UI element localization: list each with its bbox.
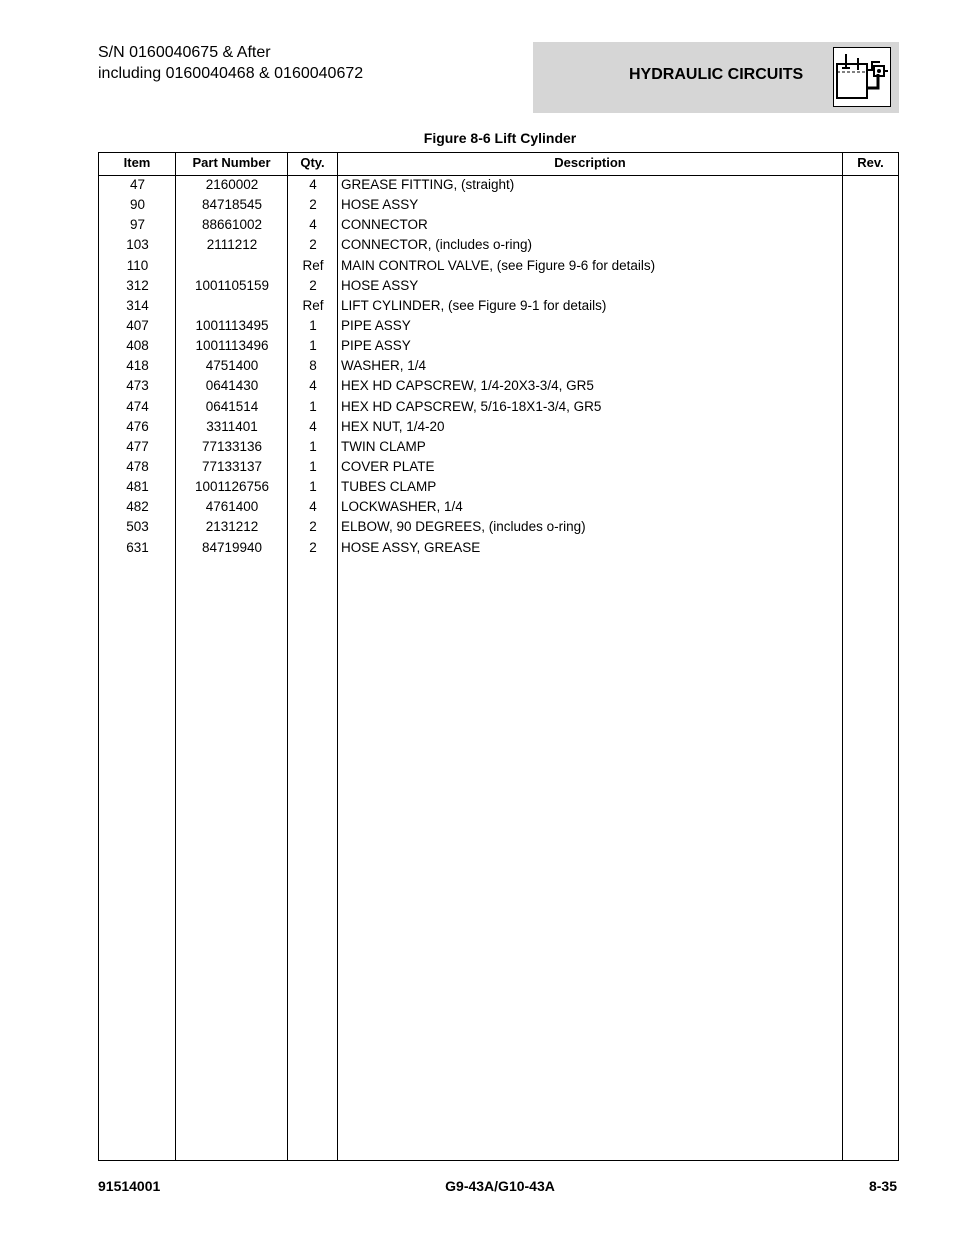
table-row (99, 278, 898, 298)
description-cell: WASHER, 1/4 (341, 358, 427, 374)
table-row (99, 439, 898, 459)
part-number-cell: 0641430 (205, 378, 259, 394)
part-number-cell: 1001126756 (194, 479, 270, 495)
description-cell: HOSE ASSY (341, 277, 419, 293)
document-number: 91514001 (98, 1178, 161, 1194)
qty-cell: 2 (309, 519, 317, 535)
qty-cell: 8 (309, 358, 317, 374)
item-cell: 110 (126, 257, 149, 273)
serial-line-1: S/N 0160040675 & After (98, 44, 271, 61)
qty-cell: 1 (309, 317, 317, 333)
table-row (99, 540, 898, 560)
serial-line-2: including 0160040468 & 0160040672 (98, 65, 364, 82)
description-cell: HOSE ASSY, GREASE (341, 539, 481, 555)
qty-cell: 1 (309, 479, 317, 495)
item-cell: 482 (126, 499, 149, 515)
table-body (99, 177, 898, 560)
item-cell: 481 (126, 479, 149, 495)
table-row (99, 459, 898, 479)
table-row (99, 399, 898, 419)
serial-number-range (98, 42, 363, 84)
table-row (99, 318, 898, 338)
qty-cell: 1 (309, 338, 317, 354)
description-cell: GREASE FITTING, (straight) (341, 177, 515, 192)
qty-cell: 4 (309, 217, 317, 233)
item-cell: 314 (126, 297, 149, 313)
description-cell: HEX NUT, 1/4-20 (341, 418, 445, 434)
part-number-cell: 77133136 (201, 438, 263, 454)
item-cell: 477 (126, 438, 149, 454)
column-header-part-number: Part Number (192, 155, 271, 170)
qty-cell: 1 (309, 398, 317, 414)
item-cell: 631 (126, 539, 149, 555)
part-number-cell: 1001113496 (195, 338, 269, 354)
item-cell: 103 (126, 237, 149, 253)
part-number-cell: 1001105159 (194, 277, 270, 293)
part-number-cell: 1001113495 (195, 317, 269, 333)
table-row (99, 217, 898, 237)
table-row (99, 479, 898, 499)
qty-cell: 4 (309, 378, 317, 394)
description-cell: LOCKWASHER, 1/4 (341, 499, 463, 515)
qty-cell: 1 (309, 438, 317, 454)
table-row (99, 197, 898, 217)
figure-title: Figure 8-6 Lift Cylinder (423, 130, 577, 146)
model-number: G9-43A/G10-43A (445, 1178, 555, 1194)
table-row (99, 419, 898, 439)
table-row (99, 338, 898, 358)
table-row (99, 519, 898, 539)
item-cell: 418 (126, 358, 149, 374)
item-cell: 97 (129, 217, 146, 233)
section-header (533, 42, 899, 113)
part-number-cell: 0641514 (205, 398, 259, 414)
column-header-description: Description (554, 155, 626, 170)
table-row (99, 177, 898, 197)
description-cell: ELBOW, 90 DEGREES, (includes o-ring) (341, 519, 586, 535)
page-number: 8-35 (868, 1178, 897, 1194)
qty-cell: 2 (309, 277, 317, 293)
description-cell: CONNECTOR, (includes o-ring) (341, 237, 533, 253)
part-number-cell: 84718545 (201, 197, 263, 213)
qty-cell: Ref (302, 297, 324, 313)
description-cell: MAIN CONTROL VALVE, (see Figure 9-6 for details) (341, 257, 656, 273)
description-cell: HEX HD CAPSCREW, 5/16-18X1-3/4, GR5 (341, 398, 602, 414)
description-cell: COVER PLATE (341, 458, 435, 474)
item-cell: 408 (126, 338, 149, 354)
hydraulic-circuit-icon (833, 47, 891, 107)
part-number-cell: 2111212 (206, 237, 258, 253)
item-cell: 503 (126, 519, 149, 535)
item-cell: 476 (126, 418, 149, 434)
description-cell: HOSE ASSY (341, 197, 419, 213)
header-divider (99, 175, 898, 176)
part-number-cell: 3311401 (206, 418, 258, 434)
table-row (99, 499, 898, 519)
qty-cell: 4 (309, 418, 317, 434)
qty-cell: 2 (309, 197, 317, 213)
item-cell: 474 (126, 398, 149, 414)
table-row (99, 237, 898, 257)
part-number-cell: 2131212 (205, 519, 259, 535)
item-cell: 312 (126, 277, 149, 293)
qty-cell: 4 (309, 177, 317, 192)
part-number-cell: 4761400 (205, 499, 259, 515)
table-row (99, 378, 898, 398)
qty-cell: 2 (309, 237, 317, 253)
qty-cell: 4 (309, 499, 317, 515)
item-cell: 478 (126, 458, 149, 474)
description-cell: CONNECTOR (341, 217, 428, 233)
column-header-rev: Rev. (857, 155, 884, 170)
column-header-item: Item (123, 155, 151, 170)
item-cell: 90 (129, 197, 146, 213)
qty-cell: 1 (309, 458, 317, 474)
description-cell: TUBES CLAMP (341, 479, 437, 495)
table-row (99, 358, 898, 378)
description-cell: LIFT CYLINDER, (see Figure 9-1 for details) (341, 297, 607, 313)
section-title: HYDRAULIC CIRCUITS (629, 66, 804, 83)
parts-table (98, 152, 899, 1161)
part-number-cell: 84719940 (201, 539, 263, 555)
description-cell: PIPE ASSY (341, 338, 411, 354)
table-row (99, 258, 898, 278)
column-header-qty: Qty. (300, 155, 325, 170)
item-cell: 473 (126, 378, 149, 394)
qty-cell: 2 (309, 539, 317, 555)
description-cell: TWIN CLAMP (341, 438, 426, 454)
part-number-cell: 4751400 (205, 358, 259, 374)
item-cell: 47 (129, 177, 146, 192)
description-cell: HEX HD CAPSCREW, 1/4-20X3-3/4, GR5 (341, 378, 594, 394)
item-cell: 407 (126, 317, 149, 333)
part-number-cell: 88661002 (201, 217, 263, 233)
part-number-cell: 2160002 (205, 177, 259, 192)
part-number-cell: 77133137 (201, 458, 263, 474)
description-cell: PIPE ASSY (341, 317, 411, 333)
table-row (99, 298, 898, 318)
qty-cell: Ref (302, 257, 324, 273)
